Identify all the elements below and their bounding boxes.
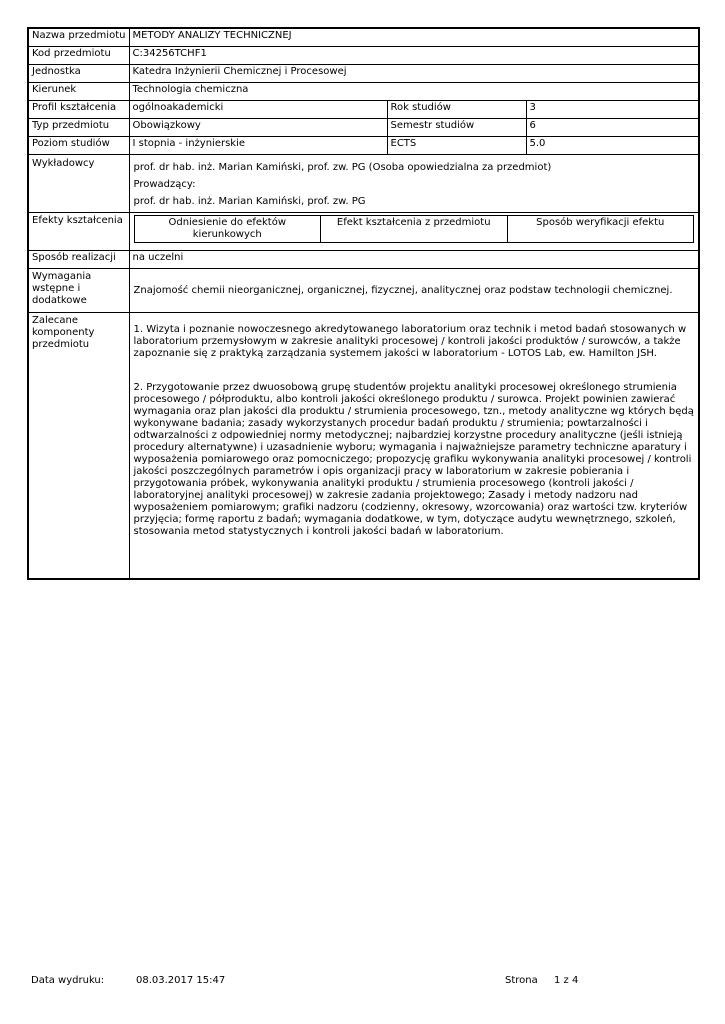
label-poziom: Poziom studiów [28,137,129,155]
label-sposob: Sposób realizacji [28,251,129,269]
lecturer-name: prof. dr hab. inż. Marian Kamiński, prof. zw. PG [133,196,366,207]
efekty-header-efekt: Efekt kształcenia z przedmiotu [321,216,508,243]
row-kod [28,47,699,65]
label-profil: Profil kształcenia [28,101,129,119]
label-jednostka: Jednostka [28,65,129,83]
efekty-header-sposob: Sposób weryfikacji efektu [507,216,694,243]
label-nazwa: Nazwa przedmiotu [28,28,129,47]
page-label: Strona [505,975,538,986]
zalecane-paragraph-1: 1. Wizyta i poznanie nowoczesnego akredytowanego laboratorium oraz technik i metod badań stosowanych w laboratorium przemysłowym w zakresie analityki procesowej / kontroli jakości produktów / surowców, a także zapoznanie się z praktyką zarządzania systemem jakości w laboratorium - LOTOS Lab, ew. Hamilton JSH. [133,324,687,359]
row-kierunek [28,83,699,101]
value-wymagania: Znajomość chemii nieorganicznej, organicznej, fizycznej, analitycznej oraz podstaw technologii chemicznej. [129,269,699,313]
value-nazwa: METODY ANALIZY TECHNICZNEJ [129,28,699,47]
label-wykladowcy: Wykładowcy [28,155,129,213]
zalecane-paragraph-2: 2. Przygotowanie przez dwuosobową grupę studentów projektu analityki procesowej określonego strumienia procesowego / półproduktu, albo kontroli jakości określonego produktu / surowca. Projekt powinien zawierać wymagania oraz plan jakości dla produktu / strumienia procesowego, tzn., metody analityczne wg których będą wykonywane badania; zasady wykorzystanych procedur badań produktu / strumienia; powtarzalności i odtwarzalności z odpowiedniej normy metodycznej; najbardziej korzystne procedury analityczne (jeśli istnieją procedury alternatywne) i uzasadnienie wyboru; wymagania i najważniejsze parametry techniczne aparatury i wyposażenia pomiarowego oraz pomocniczego; propozycję grafiku wykonywania analityki procesowej / kontroli jakości poszczególnych parametrów i opis organizacji pracy w laboratorium w zakresie pobierania i przygotowania próbek, wykonywania analityki produktu / strumienia procesowego (kontroli jakości / laboratoryjnej analityki procesowej) w zakresie zadania projektowego; Zasady i metody nadzoru nad wyposażeniem pomiarowym; grafiki nadzoru (codzienny, okresowy, wzorcowania) oraz wartości tzw. kryteriów przyjęcia; formę raportu z badań; wymagania dodatkowe, w tym, dotyczące audytu wewnętrznego, szkoleń, stosowania metod statystycznych i kontroli jakości badań w laboratorium. [133,382,694,537]
value-wykladowcy [129,155,699,213]
row-jednostka [28,65,699,83]
label-wymagania: Wymagania wstępne i dodatkowe [28,269,129,313]
page-number: 1 z 4 [554,975,579,986]
row-wymagania [28,269,699,313]
value-profil: ogólnoakademicki [129,101,387,119]
row-efekty [28,213,699,251]
value-rok: 3 [526,101,699,119]
course-sheet [27,27,698,580]
row-poziom [28,137,699,155]
value-semestr: 6 [526,119,699,137]
value-efekty [129,213,699,251]
row-nazwa [28,28,699,47]
label-efekty: Efekty kształcenia [28,213,129,251]
value-kod: C:34256TCHF1 [129,47,699,65]
label-rok: Rok studiów [387,101,526,119]
course-table [27,27,700,580]
value-ects: 5.0 [526,137,699,155]
print-date-label: Data wydruku: [31,975,105,986]
value-kierunek: Technologia chemiczna [129,83,699,101]
lecturer-responsible: prof. dr hab. inż. Marian Kamiński, prof. zw. PG (Osoba opowiedzialna za przedmiot) [133,162,552,173]
label-typ: Typ przedmiotu [28,119,129,137]
row-sposob [28,251,699,269]
value-jednostka: Katedra Inżynierii Chemicznej i Procesowej [129,65,699,83]
row-zalecane [28,313,699,580]
efekty-header-table [134,215,695,243]
value-zalecane [129,313,699,580]
label-kod: Kod przedmiotu [28,47,129,65]
value-typ: Obowiązkowy [129,119,387,137]
row-typ [28,119,699,137]
value-poziom: I stopnia - inżynierskie [129,137,387,155]
label-kierunek: Kierunek [28,83,129,101]
value-sposob: na uczelni [129,251,699,269]
row-profil [28,101,699,119]
print-date: 08.03.2017 15:47 [136,975,226,986]
label-ects: ECTS [387,137,526,155]
label-semestr: Semestr studiów [387,119,526,137]
label-zalecane: Zalecane komponenty przedmiotu [28,313,129,580]
lecturer-heading: Prowadzący: [133,179,196,190]
row-wykladowcy [28,155,699,213]
efekty-header-odniesienie: Odniesienie do efektów kierunkowych [134,216,321,243]
